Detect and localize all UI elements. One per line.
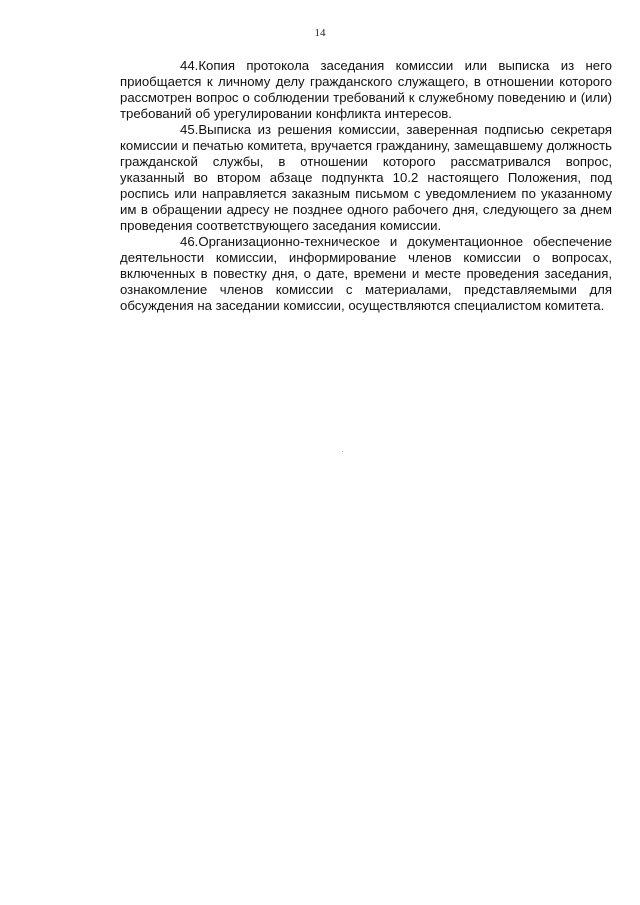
paragraph-text: Организационно-техническое и документационное обеспечение деятельности комиссии, информирование членов комиссии о вопросах, включенных в повестку дня, о дате, времени и месте проведения заседания, ознакомление членов комиссии с материалами, представляемыми для обсуждения на заседании комиссии, осуществляются специалистом комитета. <box>120 234 612 313</box>
document-body <box>120 58 612 314</box>
paragraph-number: 46. <box>180 234 199 249</box>
scan-speck <box>342 451 343 452</box>
page-number: 14 <box>314 27 326 39</box>
paragraph-45 <box>120 122 612 234</box>
paragraph-number: 44. <box>180 58 199 73</box>
paragraph-44 <box>120 58 612 122</box>
paragraph-text: Копия протокола заседания комиссии или выписка из него приобщается к личному делу гражданского служащего, в отношении которого рассмотрен вопрос о соблюдении требований к служебному поведению и (или) требований об урегулировании конфликта интересов. <box>120 58 612 121</box>
paragraph-46 <box>120 234 612 314</box>
paragraph-number: 45. <box>180 122 199 137</box>
paragraph-text: Выписка из решения комиссии, заверенная подписью секретаря комиссии и печатью комитета, вручается гражданину, замещавшему должность гражданской службы, в отношении которого рассматривался вопрос, указанный во втором абзаце подпункта 10.2 настоящего Положения, под роспись или направляется заказным письмом с уведомлением по указанному им в обращении адресу не позднее одного рабочего дня, следующего за днем проведения соответствующего заседания комиссии. <box>120 122 612 233</box>
